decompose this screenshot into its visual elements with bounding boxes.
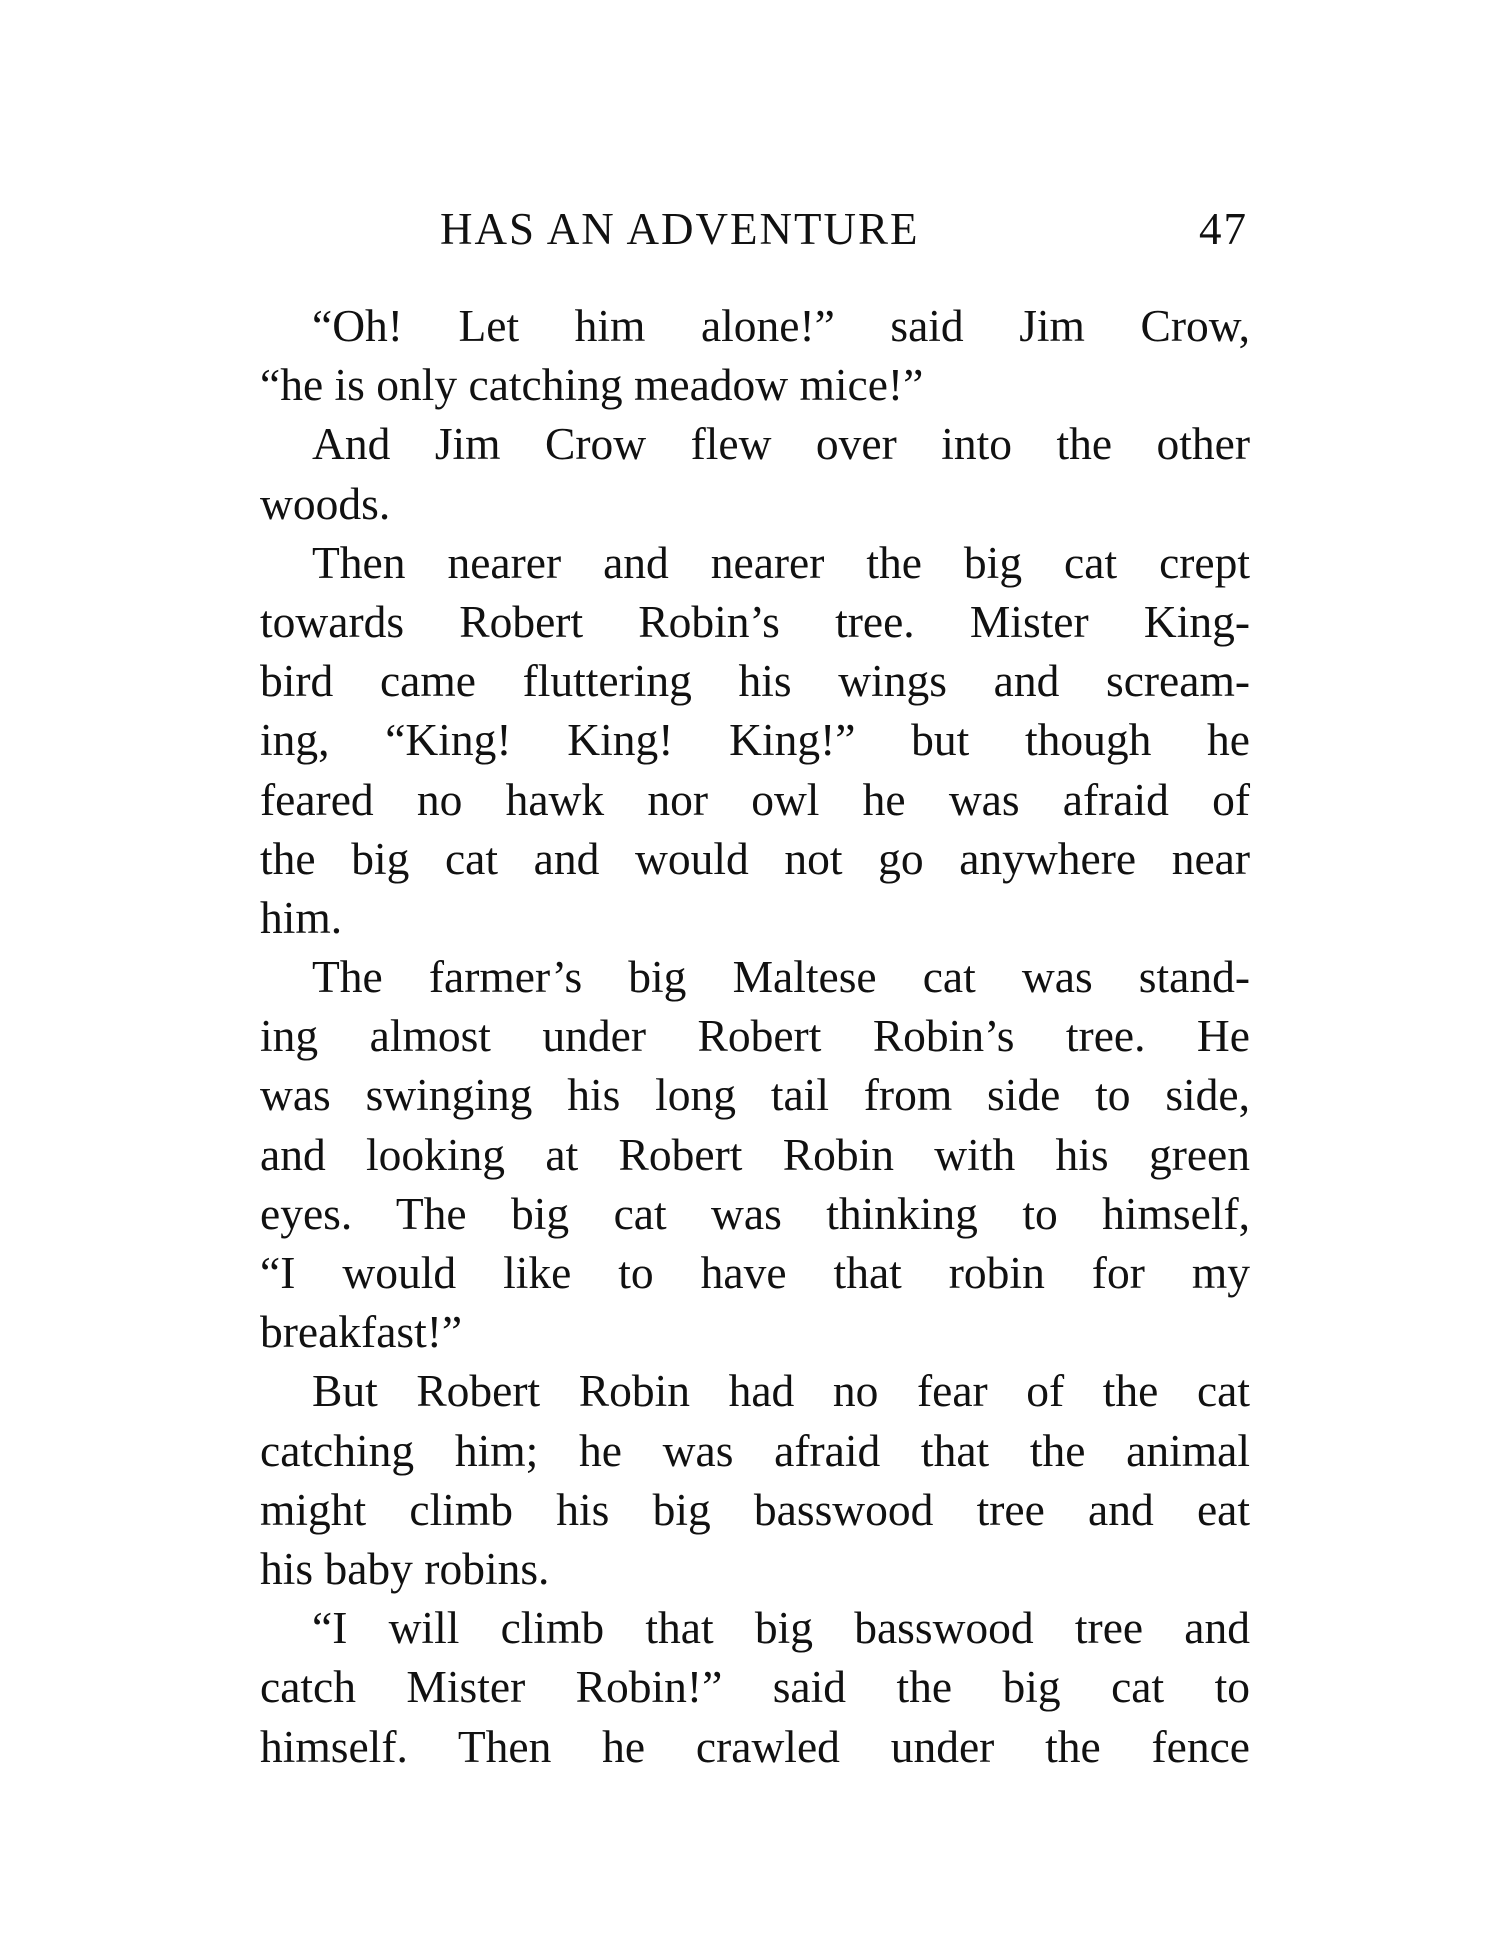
text-line: and looking at Robert Robin with his green: [260, 1128, 1250, 1180]
text-line: towards Robert Robin’s tree. Mister King-: [260, 595, 1250, 647]
text-line: The farmer’s big Maltese cat was stand-: [312, 951, 1250, 1003]
page-number: 47: [1199, 204, 1248, 254]
text-line: “he is only catching meadow mice!”: [260, 359, 924, 411]
text-line: bird came fluttering his wings and scream-: [260, 655, 1250, 707]
text-line: Then nearer and nearer the big cat crept: [312, 536, 1250, 588]
text-line: ing, “King! King! King!” but though he: [260, 714, 1250, 766]
text-line: “I would like to have that robin for my: [260, 1247, 1250, 1298]
text-line: was swinging his long tail from side to side,: [260, 1069, 1250, 1121]
text-line: feared no hawk nor owl he was afraid of: [260, 773, 1250, 825]
text-line: eyes. The big cat was thinking to himself,: [260, 1187, 1250, 1239]
text-line: And Jim Crow flew over into the other: [312, 418, 1250, 470]
text-line: his baby robins.: [260, 1542, 550, 1594]
text-line: “Oh! Let him alone!” said Jim Crow,: [312, 300, 1250, 351]
text-line: catch Mister Robin!” said the big cat to: [260, 1661, 1250, 1713]
text-line: himself. Then he crawled under the fence: [260, 1720, 1250, 1772]
text-line: woods.: [260, 477, 391, 529]
text-line: ing almost under Robert Robin’s tree. He: [260, 1010, 1250, 1062]
body-text: [260, 296, 1250, 1776]
running-title: HAS AN ADVENTURE: [440, 204, 920, 254]
text-line: the big cat and would not go anywhere near: [260, 832, 1250, 884]
text-line: might climb his big basswood tree and eat: [260, 1483, 1250, 1535]
text-line: “I will climb that big basswood tree and: [312, 1602, 1250, 1654]
text-line: him.: [260, 891, 343, 943]
text-line: catching him; he was afraid that the animal: [260, 1424, 1250, 1476]
running-head: [440, 203, 1248, 263]
text-line: But Robert Robin had no fear of the cat: [312, 1365, 1250, 1417]
text-line: breakfast!”: [260, 1306, 463, 1358]
